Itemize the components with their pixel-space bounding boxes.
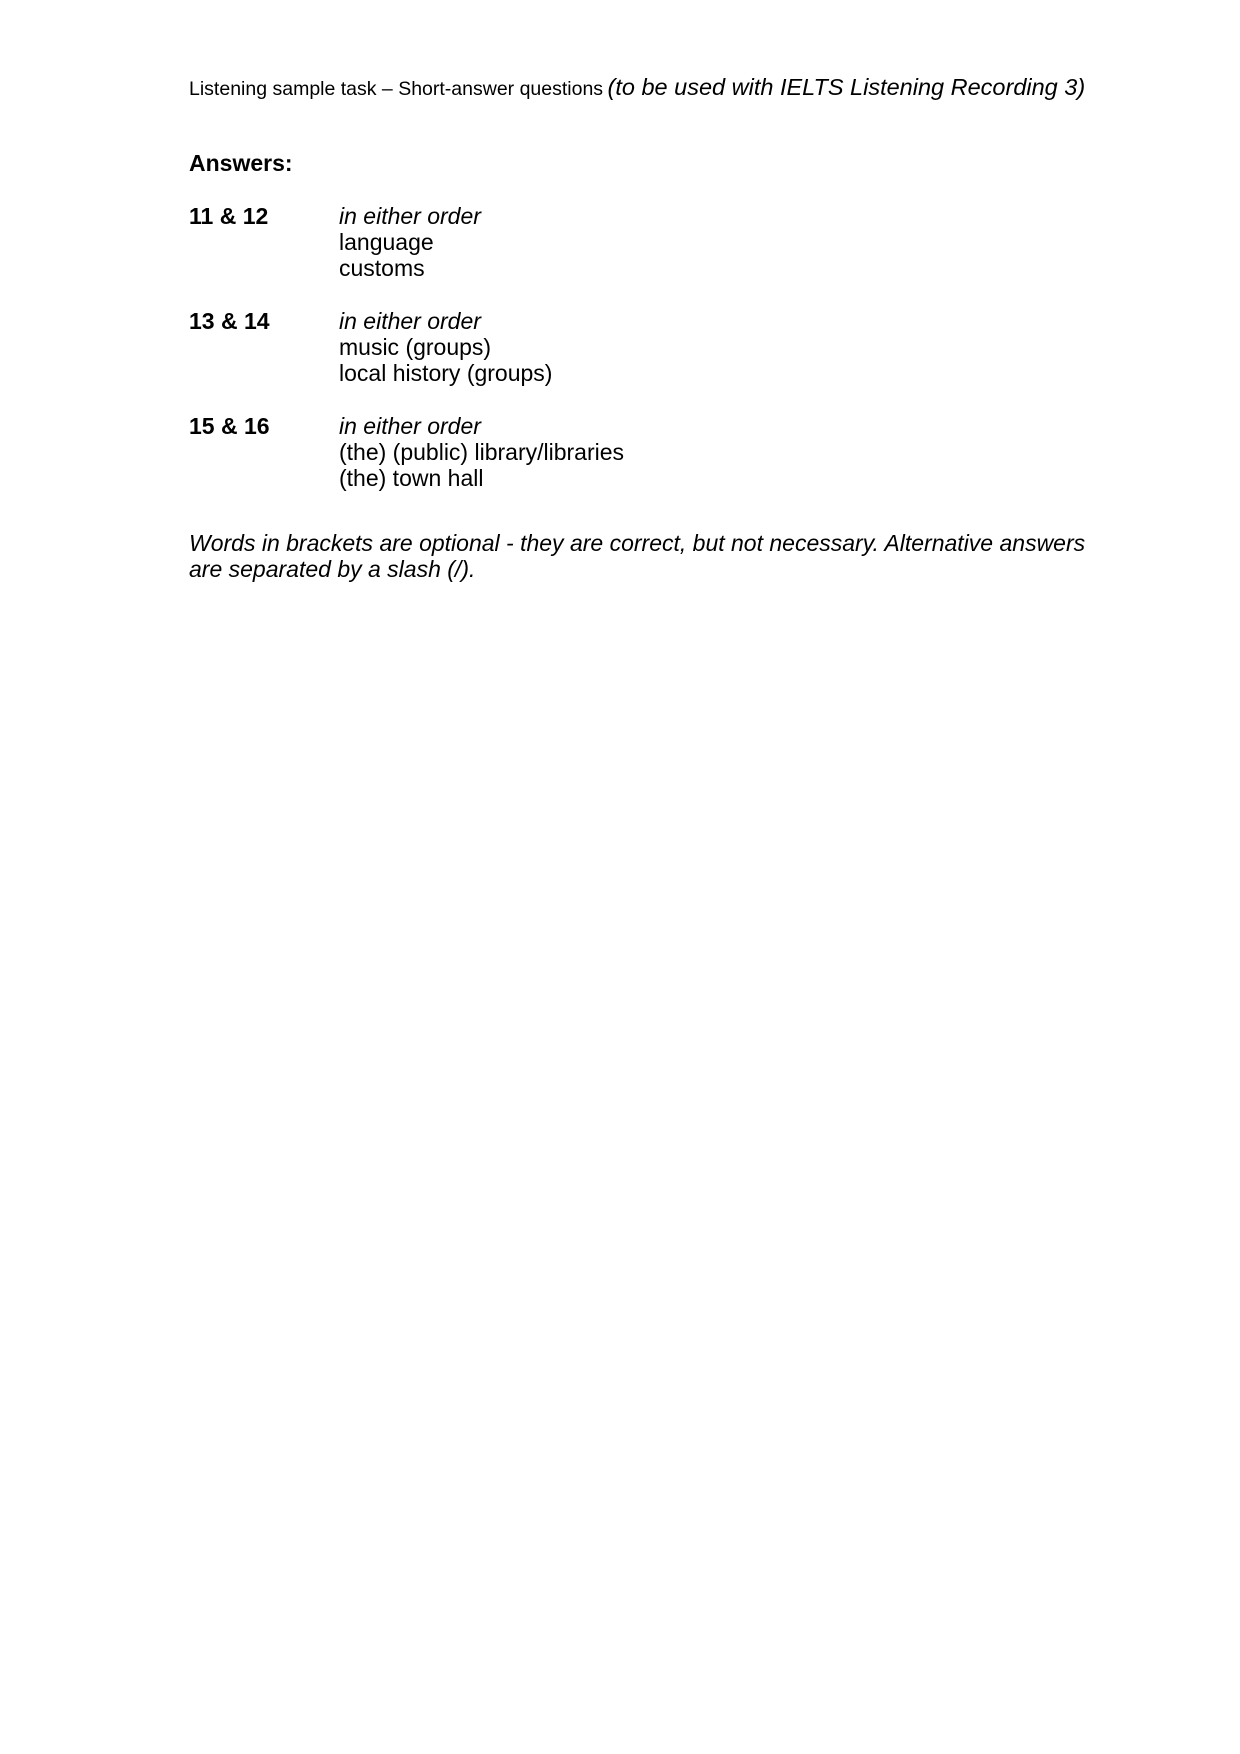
question-numbers: 15 & 16: [189, 413, 270, 439]
answer-item: local history (groups): [339, 360, 553, 386]
task-title: Listening sample task – Short-answer questions: [189, 78, 604, 100]
answer-lines: [339, 308, 552, 386]
answer-lines: [339, 413, 624, 491]
recording-usage-note: (to be used with IELTS Listening Recording 3): [607, 74, 1086, 100]
question-numbers: 11 & 12: [189, 203, 269, 229]
question-numbers: 13 & 14: [189, 308, 270, 334]
order-note: in either order: [339, 203, 481, 229]
answer-item: music (groups): [339, 334, 492, 360]
answer-item: language: [339, 229, 434, 255]
answer-item: (the) town hall: [339, 465, 484, 491]
order-note: in either order: [339, 413, 481, 439]
answer-lines: [339, 203, 481, 281]
brackets-note: Words in brackets are optional - they are correct, but not necessary. Alternative answers are separated by a slash (/).: [189, 530, 1086, 582]
page-header: [189, 72, 1085, 106]
answers-heading: Answers:: [189, 150, 293, 176]
order-note: in either order: [339, 308, 481, 334]
answer-item: (the) (public) library/libraries: [339, 439, 625, 465]
answer-item: customs: [339, 255, 425, 281]
